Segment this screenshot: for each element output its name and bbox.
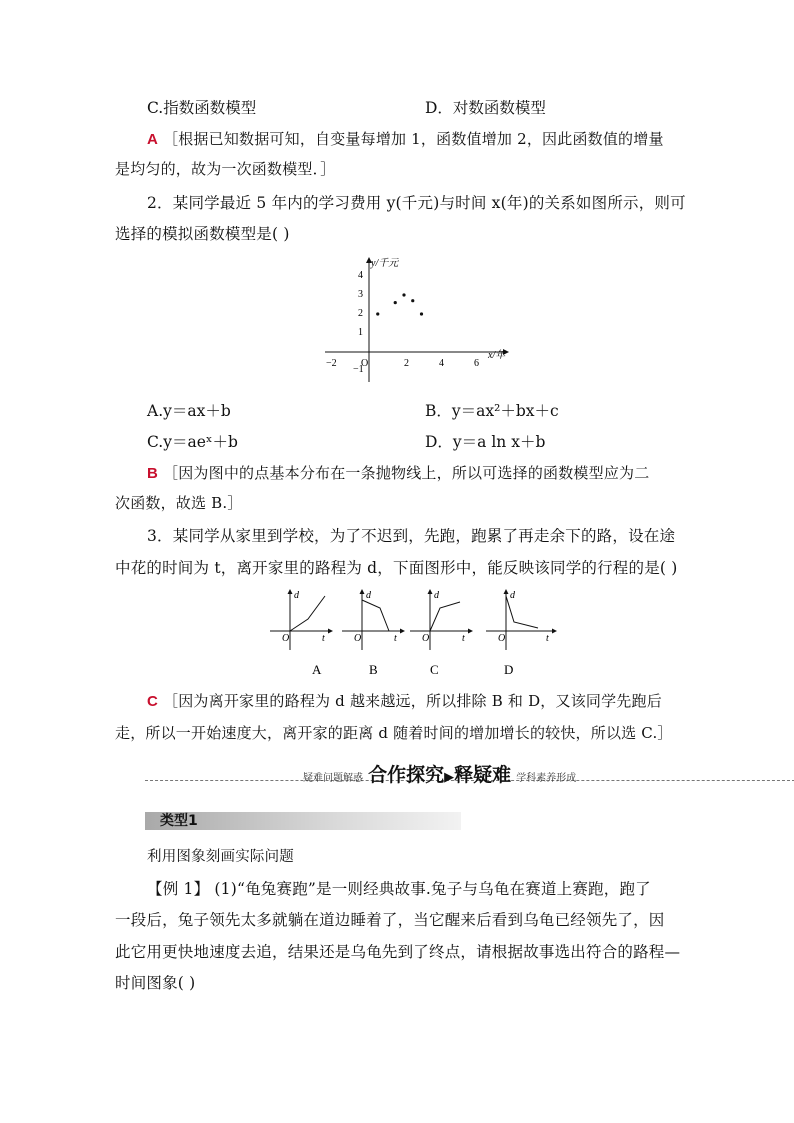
q2-option-c: C.y＝aeˣ＋b (147, 433, 238, 451)
graph-b-o: O (354, 633, 362, 644)
q2-scatter-plot (320, 254, 520, 384)
graph-b (342, 590, 404, 650)
graph-c-d: d (434, 590, 439, 601)
x-tick-neg2: −2 (326, 358, 337, 369)
example-line3: 此它用更快地速度去追，结果还是乌龟先到了终点，请根据故事选出符合的路程— (115, 943, 681, 961)
graph-a (270, 590, 332, 650)
banner-main-2: 释疑难 (454, 764, 512, 786)
q2-option-a: A.y＝ax＋b (147, 402, 231, 420)
scatter-point (411, 299, 414, 302)
graph-d (486, 590, 556, 650)
graph-c-o: O (422, 633, 430, 644)
graph-b-t: t (394, 633, 397, 644)
graph-label-b: B (369, 662, 378, 677)
scatter-point (376, 312, 379, 315)
y-tick-1: 1 (358, 327, 363, 338)
graph-label-a: A (312, 662, 322, 677)
q3-graph-options (270, 588, 570, 678)
x-tick-6: 6 (474, 358, 479, 369)
graph-a-t: t (322, 633, 325, 644)
graph-c-curve (430, 602, 460, 631)
banner-left-text: 疑难问题解惑 (303, 773, 363, 784)
example-line1: 【例 1】 (1)“龟兔赛跑”是一则经典故事.兔子与乌龟在赛道上赛跑，跑了 (147, 880, 651, 898)
banner-main-1: 合作探究 (368, 764, 445, 786)
section-title: 利用图象刻画实际问题 (147, 849, 294, 865)
q2-stem-line1: 2．某同学最近 5 年内的学习费用 y(千元)与时间 x(年)的关系如图所示，则可 (147, 194, 686, 212)
graph-c-t: t (462, 633, 465, 644)
q3-explain-text1: ［因为离开家里的路程为 d 越来越远，所以排除 B 和 D，又该同学先跑后 (163, 692, 662, 710)
type-label: 类型1 (160, 813, 198, 829)
graph-d-o: O (498, 633, 506, 644)
x-tick-4: 4 (439, 358, 444, 369)
y-tick-4: 4 (358, 270, 363, 281)
graph-d-d: d (510, 590, 515, 601)
graph-d-t: t (546, 633, 549, 644)
graph-label-d: D (504, 662, 514, 677)
graph-a-o: O (282, 633, 290, 644)
graph-a-d: d (294, 590, 299, 601)
q1-answer: A (147, 131, 159, 148)
example-line4: 时间图象( ) (115, 974, 196, 992)
q2-answer: B (147, 465, 159, 482)
q3-explain-text2: 走，所以一开始速度大，离开家的距离 d 随着时间的增加增长的较快，所以选 C.］ (115, 724, 673, 742)
q2-explain-text2: 次函数，故选 B.］ (115, 494, 243, 512)
x-axis-label: x/年 (488, 350, 506, 361)
q1-explain-text2: 是均匀的，故为一次函数模型．］ (115, 160, 336, 178)
q3-explanation-line1 (147, 690, 662, 711)
graph-b-curve (362, 600, 389, 631)
q3-stem-line2: 中花的时间为 t，离开家里的路程为 d，下面图形中，能反映该同学的行程的是( ) (115, 559, 678, 577)
q1-option-d: D．对数函数模型 (425, 99, 546, 117)
y-tick-2: 2 (358, 308, 363, 319)
banner-right-text: 学科素养形成 (516, 773, 577, 784)
graph-c (410, 590, 472, 650)
graph-a-curve (290, 596, 325, 631)
q2-option-d: D．y＝a ln x＋b (425, 433, 546, 451)
scatter-point (402, 293, 405, 296)
section-banner (145, 760, 794, 784)
scatter-point (394, 301, 397, 304)
q1-explain-text1: ［根据已知数据可知，自变量每增加 1，函数值增加 2，因此函数值的增量 (163, 130, 664, 148)
graph-b-d: d (366, 590, 371, 601)
example-line2: 一段后，兔子领先太多就躺在道边睡着了，当它醒来后看到乌龟已经领先了，因 (115, 911, 665, 929)
q3-answer: C (147, 693, 159, 710)
q2-explanation-line1 (147, 462, 649, 483)
x-tick-2: 2 (404, 358, 409, 369)
q2-option-b: B．y＝ax²＋bx＋c (425, 402, 559, 420)
q3-stem-line1: 3．某同学从家里到学校，为了不迟到，先跑，跑累了再走余下的路，设在途 (147, 527, 676, 545)
scatter-point (420, 312, 423, 315)
graph-label-c: C (430, 662, 439, 677)
q1-explanation-line1 (147, 128, 664, 149)
q2-stem-line2: 选择的模拟函数模型是( ) (115, 225, 290, 243)
banner-arrow-icon: ▶ (444, 770, 455, 785)
q1-option-c: C.指数函数模型 (147, 99, 257, 117)
y-axis-label: y/千元 (371, 258, 399, 269)
q2-explain-text1: ［因为图中的点基本分布在一条抛物线上，所以可选择的函数模型应为二 (163, 464, 650, 482)
y-tick-3: 3 (358, 289, 363, 300)
origin-label: O (361, 358, 369, 369)
y-tick-neg1: −1 (353, 364, 364, 375)
